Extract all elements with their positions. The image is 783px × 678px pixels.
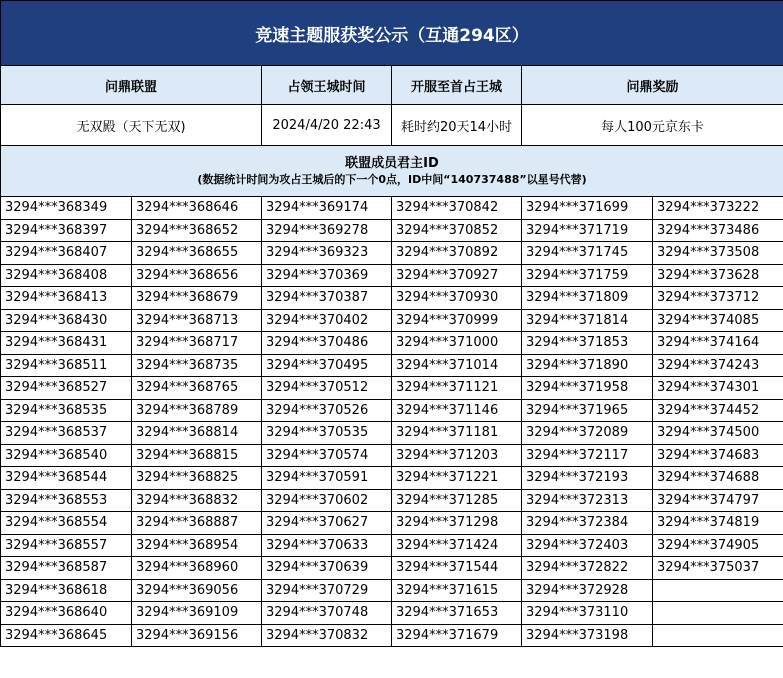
member-id-cell: 3294***372117 [522,444,653,467]
id-row [1,624,783,647]
member-id-cell: 3294***375037 [653,557,783,580]
member-id-cell: 3294***374819 [653,512,783,535]
alliance-name: 无双殿（天下无双) [1,105,262,146]
member-id-cell: 3294***370999 [392,309,522,332]
member-id-cell: 3294***371890 [522,354,653,377]
members-title: 联盟成员君主ID [345,156,439,171]
member-id-cell: 3294***368511 [1,354,132,377]
member-id-cell: 3294***371958 [522,377,653,400]
id-row [1,557,783,580]
member-id-cell: 3294***371424 [392,534,522,557]
member-id-cell: 3294***373486 [653,219,783,242]
member-id-cell: 3294***370602 [262,489,392,512]
id-row [1,512,783,535]
member-id-cell: 3294***374164 [653,332,783,355]
member-id-cell: 3294***368825 [132,467,262,490]
member-id-cell: 3294***370633 [262,534,392,557]
member-id-cell: 3294***369109 [132,602,262,625]
member-id-cell: 3294***373110 [522,602,653,625]
member-id-cell: 3294***374797 [653,489,783,512]
member-id-cell: 3294***373628 [653,264,783,287]
member-id-cell: 3294***371203 [392,444,522,467]
member-id-cell: 3294***368407 [1,242,132,265]
id-row [1,467,783,490]
member-id-cell: 3294***368887 [132,512,262,535]
member-id-cell: 3294***369174 [262,197,392,220]
member-id-cell: 3294***372089 [522,422,653,445]
members-header-row [1,146,783,197]
header-row [1,66,783,105]
capture-time: 2024/4/20 22:43 [262,105,392,146]
member-id-cell: 3294***368618 [1,579,132,602]
member-id-cell: 3294***370512 [262,377,392,400]
member-id-cell: 3294***370535 [262,422,392,445]
member-id-cell: 3294***371745 [522,242,653,265]
member-id-cell: 3294***368652 [132,219,262,242]
id-row [1,422,783,445]
member-id-cell: 3294***374683 [653,444,783,467]
member-id-cell: 3294***370387 [262,287,392,310]
member-id-cell: 3294***371544 [392,557,522,580]
member-id-cell: 3294***370729 [262,579,392,602]
member-id-cell: 3294***371000 [392,332,522,355]
id-row [1,377,783,400]
member-id-cell: 3294***372822 [522,557,653,580]
member-id-cell: 3294***368815 [132,444,262,467]
id-row [1,354,783,377]
member-id-cell: 3294***374500 [653,422,783,445]
member-id-cell: 3294***368430 [1,309,132,332]
member-id-cell: 3294***370639 [262,557,392,580]
member-id-cell: 3294***368431 [1,332,132,355]
member-id-cell: 3294***368349 [1,197,132,220]
member-id-cell: 3294***371121 [392,377,522,400]
member-id-cell: 3294***371759 [522,264,653,287]
member-id-cell: 3294***371719 [522,219,653,242]
capture-duration: 耗时约20天14小时 [392,105,522,146]
member-id-cell: 3294***368814 [132,422,262,445]
member-id-cell: 3294***368408 [1,264,132,287]
id-row [1,309,783,332]
member-id-cell: 3294***368735 [132,354,262,377]
member-id-cell: 3294***368587 [1,557,132,580]
member-id-cell: 3294***371965 [522,399,653,422]
id-row [1,332,783,355]
member-id-cell: 3294***370486 [262,332,392,355]
member-id-cell: 3294***368527 [1,377,132,400]
member-id-cell: 3294***374452 [653,399,783,422]
member-id-cell: 3294***370574 [262,444,392,467]
member-id-cell: 3294***368717 [132,332,262,355]
member-id-cell: 3294***368537 [1,422,132,445]
reward-value: 每人100元京东卡 [522,105,783,146]
member-id-cell: 3294***368655 [132,242,262,265]
member-id-cell: 3294***370930 [392,287,522,310]
member-id-cell: 3294***373222 [653,197,783,220]
member-id-cell: 3294***368789 [132,399,262,422]
member-id-cell: 3294***368413 [1,287,132,310]
id-row [1,444,783,467]
id-row [1,197,783,220]
member-id-cell: 3294***370892 [392,242,522,265]
member-id-cell: 3294***369278 [262,219,392,242]
member-id-cell: 3294***374905 [653,534,783,557]
member-id-cell: 3294***370495 [262,354,392,377]
id-row [1,242,783,265]
member-id-cell: 3294***371653 [392,602,522,625]
id-row [1,287,783,310]
member-id-cell: 3294***371615 [392,579,522,602]
member-id-cell: 3294***372403 [522,534,653,557]
member-id-cell: 3294***371298 [392,512,522,535]
member-id-cell: 3294***371679 [392,624,522,647]
id-row [1,399,783,422]
member-id-cell: 3294***374688 [653,467,783,490]
member-id-cell: 3294***371014 [392,354,522,377]
member-id-cell: 3294***368656 [132,264,262,287]
member-id-cell: 3294***370748 [262,602,392,625]
member-id-cell: 3294***371809 [522,287,653,310]
id-row [1,579,783,602]
member-id-cell: 3294***371699 [522,197,653,220]
member-id-cell: 3294***374301 [653,377,783,400]
member-id-cell [653,624,783,647]
member-id-cell: 3294***373508 [653,242,783,265]
member-id-cell: 3294***370627 [262,512,392,535]
member-id-cell: 3294***368544 [1,467,132,490]
member-id-cell: 3294***368954 [132,534,262,557]
member-id-cell: 3294***373712 [653,287,783,310]
member-id-cell: 3294***368554 [1,512,132,535]
member-id-cell: 3294***368397 [1,219,132,242]
member-id-cell: 3294***374243 [653,354,783,377]
member-id-cell: 3294***370852 [392,219,522,242]
member-id-cell: 3294***371221 [392,467,522,490]
member-id-cell: 3294***368713 [132,309,262,332]
title-row [1,1,783,66]
member-id-cell: 3294***368765 [132,377,262,400]
member-id-cell: 3294***371146 [392,399,522,422]
member-id-cell: 3294***370842 [392,197,522,220]
id-row [1,219,783,242]
member-id-cell: 3294***371853 [522,332,653,355]
id-row [1,534,783,557]
member-id-cell [653,602,783,625]
member-id-cell: 3294***371814 [522,309,653,332]
member-id-cell: 3294***371285 [392,489,522,512]
member-id-cell: 3294***368557 [1,534,132,557]
header-reward: 问鼎奖励 [522,66,783,105]
members-header [1,146,783,197]
id-row [1,489,783,512]
member-id-cell: 3294***370591 [262,467,392,490]
member-id-cell: 3294***368553 [1,489,132,512]
member-id-cell: 3294***369056 [132,579,262,602]
member-id-cell: 3294***370369 [262,264,392,287]
header-duration: 开服至首占王城 [392,66,522,105]
member-id-cell: 3294***368960 [132,557,262,580]
member-id-cell: 3294***369323 [262,242,392,265]
member-id-cell: 3294***370526 [262,399,392,422]
info-row [1,105,783,146]
member-id-cell: 3294***368645 [1,624,132,647]
member-id-cell: 3294***371181 [392,422,522,445]
member-id-cell: 3294***370832 [262,624,392,647]
members-note: (数据统计时间为攻占王城后的下一个0点，ID中间“140737488”以星号代替) [197,173,587,186]
member-id-cell: 3294***372928 [522,579,653,602]
member-id-cell: 3294***368832 [132,489,262,512]
sheet-title: 竞速主题服获奖公示（互通294区） [1,1,783,66]
member-id-cell: 3294***370402 [262,309,392,332]
header-alliance: 问鼎联盟 [1,66,262,105]
member-id-cell: 3294***370927 [392,264,522,287]
member-id-cell: 3294***372384 [522,512,653,535]
member-id-cell: 3294***368640 [1,602,132,625]
id-row [1,602,783,625]
member-id-cell: 3294***374085 [653,309,783,332]
member-id-cell [653,579,783,602]
member-id-cell: 3294***372313 [522,489,653,512]
id-row [1,264,783,287]
member-id-cell: 3294***368679 [132,287,262,310]
member-id-cell: 3294***368646 [132,197,262,220]
member-id-cell: 3294***368535 [1,399,132,422]
header-capture-time: 占领王城时间 [262,66,392,105]
member-id-cell: 3294***372193 [522,467,653,490]
member-id-cell: 3294***368540 [1,444,132,467]
member-id-cell: 3294***373198 [522,624,653,647]
member-id-cell: 3294***369156 [132,624,262,647]
